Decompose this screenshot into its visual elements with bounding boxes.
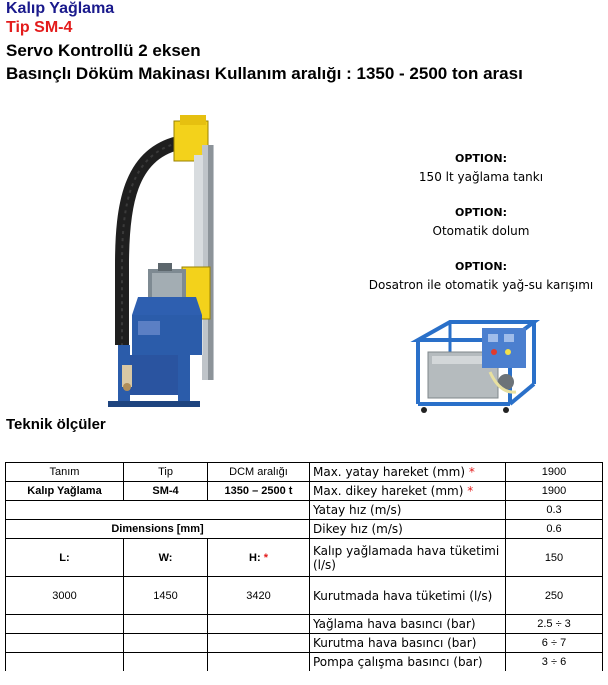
spec-label: Pompa çalışma basıncı (bar) — [310, 653, 506, 671]
spec-label: Kurutmada hava tüketimi (l/s) — [310, 577, 506, 615]
l-label: L: — [6, 539, 124, 577]
table-row — [6, 577, 603, 615]
option-heading: OPTION: — [455, 260, 507, 273]
spec-value: 0.6 — [506, 520, 603, 539]
header-dcm: DCM aralığı — [208, 463, 310, 482]
table-row — [6, 615, 603, 634]
option-block-2 — [350, 206, 608, 238]
machine-image — [70, 115, 230, 415]
table-row — [6, 634, 603, 653]
w-label: W: — [124, 539, 208, 577]
spec-label: Max. yatay hareket (mm) * — [310, 463, 506, 482]
w-value: 1450 — [124, 577, 208, 615]
empty-cell — [124, 615, 208, 634]
spec-label: Yağlama hava basıncı (bar) — [310, 615, 506, 634]
empty-cell — [6, 634, 124, 653]
cell-tanim: Kalıp Yağlama — [6, 482, 124, 501]
empty-cell — [6, 501, 310, 520]
table-row — [6, 463, 603, 482]
table-row — [6, 539, 603, 577]
table-row — [6, 482, 603, 501]
table-row — [6, 653, 603, 671]
empty-cell — [6, 615, 124, 634]
option-heading: OPTION: — [455, 206, 507, 219]
spec-label: Kalıp yağlamada hava tüketimi (l/s) — [310, 539, 506, 577]
header-tanim: Tanım — [6, 463, 124, 482]
product-title: Kalıp Yağlama — [6, 0, 115, 17]
dimensions-label: Dimensions [mm] — [6, 520, 310, 539]
cell-dcm: 1350 – 2500 t — [208, 482, 310, 501]
empty-cell — [124, 634, 208, 653]
spec-value: 1900 — [506, 463, 603, 482]
spec-label: Dikey hız (m/s) — [310, 520, 506, 539]
tank-image — [410, 312, 542, 414]
control-description: Servo Kontrollü 2 eksen — [6, 41, 201, 60]
option-heading: OPTION: — [455, 152, 507, 165]
h-value: 3420 — [208, 577, 310, 615]
l-value: 3000 — [6, 577, 124, 615]
empty-cell — [124, 653, 208, 671]
product-type: Tip SM-4 — [6, 19, 73, 36]
option-block-3 — [350, 260, 608, 292]
spec-value: 0.3 — [506, 501, 603, 520]
table-row — [6, 520, 603, 539]
spec-value: 6 ÷ 7 — [506, 634, 603, 653]
empty-cell — [6, 653, 124, 671]
spec-label: Yatay hız (m/s) — [310, 501, 506, 520]
spec-value: 250 — [506, 577, 603, 615]
spec-label: Kurutma hava basıncı (bar) — [310, 634, 506, 653]
empty-cell — [208, 615, 310, 634]
option-text: 150 lt yağlama tankı — [418, 170, 544, 184]
spec-value: 1900 — [506, 482, 603, 501]
option-text: Otomatik dolum — [432, 224, 530, 238]
header-tip: Tip — [124, 463, 208, 482]
table-row — [6, 501, 603, 520]
spec-value: 150 — [506, 539, 603, 577]
cell-tip: SM-4 — [124, 482, 208, 501]
h-label: H: * — [208, 539, 310, 577]
option-block-1 — [350, 152, 608, 184]
specs-table — [5, 462, 603, 671]
usage-range: Basınçlı Döküm Makinası Kullanım aralığı : 1350 - 2500 ton arası — [6, 64, 523, 83]
spec-value: 3 ÷ 6 — [506, 653, 603, 671]
spec-label: Max. dikey hareket (mm) * — [310, 482, 506, 501]
empty-cell — [208, 653, 310, 671]
option-text: Dosatron ile otomatik yağ-su karışımı — [368, 278, 594, 292]
spec-value: 2.5 ÷ 3 — [506, 615, 603, 634]
empty-cell — [208, 634, 310, 653]
section-title: Teknik ölçüler — [6, 416, 106, 433]
